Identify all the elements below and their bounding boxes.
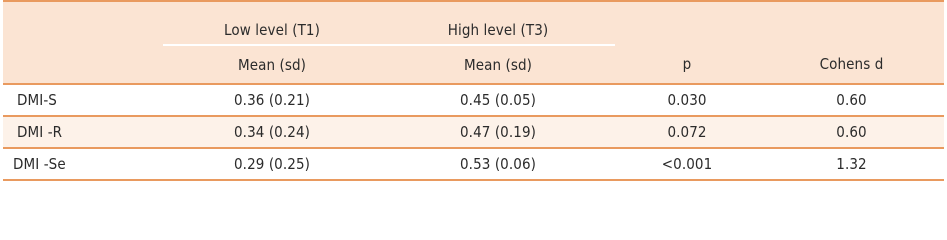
row-label: DMI -R bbox=[3, 116, 163, 148]
table-header bbox=[3, 1, 944, 84]
cell-p: 0.030 bbox=[615, 84, 759, 116]
group-header-empty bbox=[759, 1, 944, 45]
group-header-low-level: Low level (T1) bbox=[163, 1, 381, 45]
cell-high-mean: 0.47 (0.19) bbox=[381, 116, 615, 148]
column-header-low-mean: Mean (sd) bbox=[163, 45, 381, 84]
row-label: DMI-S bbox=[3, 84, 163, 116]
table-row bbox=[3, 116, 944, 148]
cell-low-mean: 0.36 (0.21) bbox=[163, 84, 381, 116]
cell-high-mean: 0.53 (0.06) bbox=[381, 148, 615, 180]
cell-high-mean: 0.45 (0.05) bbox=[381, 84, 615, 116]
table-body bbox=[3, 84, 944, 180]
column-header-cohens-d: Cohens d bbox=[759, 45, 944, 84]
cell-cohens-d: 0.60 bbox=[759, 84, 944, 116]
table-row bbox=[3, 84, 944, 116]
group-header-empty bbox=[615, 1, 759, 45]
cell-cohens-d: 1.32 bbox=[759, 148, 944, 180]
column-header-p: p bbox=[615, 45, 759, 84]
cell-p: 0.072 bbox=[615, 116, 759, 148]
column-header-row bbox=[3, 45, 944, 84]
column-header-high-mean: Mean (sd) bbox=[381, 45, 615, 84]
row-label: DMI -Se bbox=[3, 148, 163, 180]
cell-cohens-d: 0.60 bbox=[759, 116, 944, 148]
table-row bbox=[3, 148, 944, 180]
cell-low-mean: 0.34 (0.24) bbox=[163, 116, 381, 148]
cell-low-mean: 0.29 (0.25) bbox=[163, 148, 381, 180]
results-table bbox=[3, 0, 944, 181]
column-header-label bbox=[3, 45, 163, 84]
cell-p: <0.001 bbox=[615, 148, 759, 180]
group-header-empty bbox=[3, 1, 163, 45]
group-header-high-level: High level (T3) bbox=[381, 1, 615, 45]
group-header-row bbox=[3, 1, 944, 45]
